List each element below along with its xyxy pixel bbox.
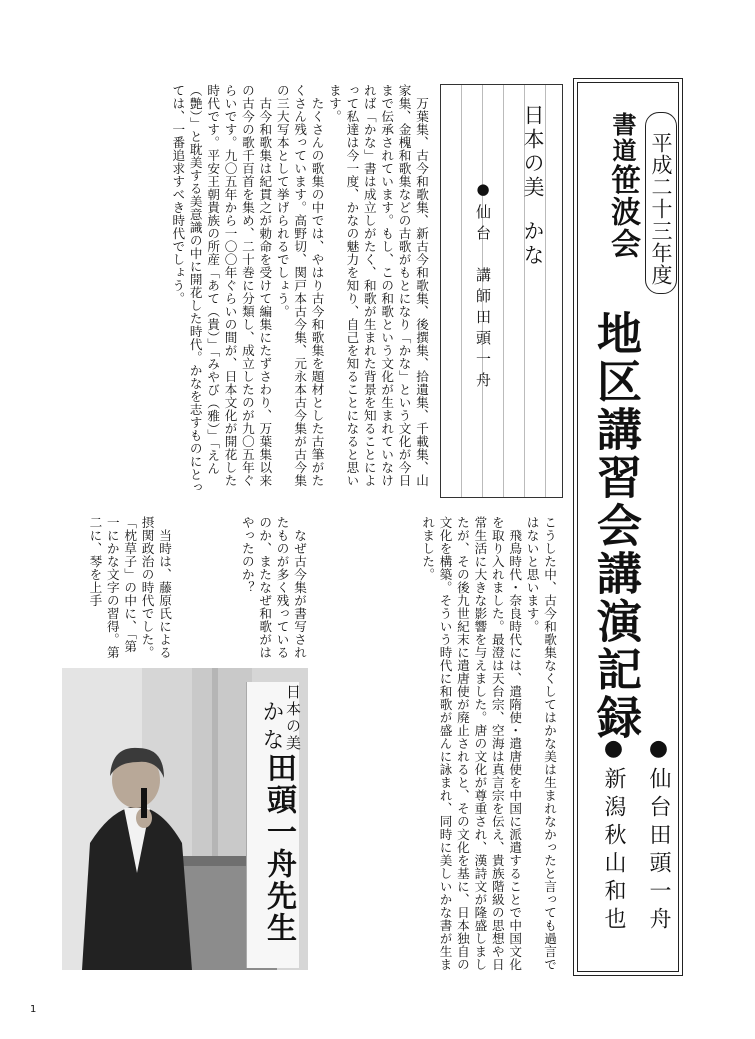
organization-name <box>600 112 644 260</box>
lower-mid-text <box>183 516 308 661</box>
paragraph: 飛鳥時代・奈良時代には、遣隋使・遣唐使を中国に派遣することで中国文化を取り入れました。最澄は天台宗、空海は真言宗を伝え、貴族階級の思想や日常生活に大きな影響を与えました。唐の文化が尊重され、漢詩文が隆盛しましたが、その後九世紀末に遣唐使が廃止されると、その文化を基に、日本独自の文化を構築。そういう時代に和歌が盛んに詠まれ、同時に美しいかな書が生まれました。 <box>420 516 523 971</box>
page-number: 1 <box>30 1004 37 1015</box>
paragraph: たくさんの歌集の中では、やはり古今和歌集を題材とした古筆がたくさん残っています。高野切、関戸本古今集、元永本古今集が古今集の三大写本として挙げられるでしょう。 <box>274 84 325 487</box>
banner-subtitle: 日本の美 <box>284 684 302 752</box>
paragraph: 古今和歌集は紀貫之が勅命を受けて編集にたずさわり、万葉集以来の古今の歌千百首を集め、二十巻に分類し、成立したのが九〇五年ぐらいです。九〇五年から一〇〇年ぐらいの間が、日本文化が開花した時代です。平安王朝貴族の所産「あて（貴）」「みやび（雅）」「えん（艶）」と耽美する美意識の中に開花した時代。かなを志すものにとっては、一番追求すべき時代でしょう。 <box>170 84 273 494</box>
lower-left-text <box>70 516 173 661</box>
banner-name: 田頭一舟先生 <box>261 752 296 944</box>
upper-body-text <box>90 84 430 498</box>
year-badge <box>645 112 677 294</box>
paragraph: 万葉集、古今和歌集、新古今和歌集、後撰集、拾遺集、千載集、山家集、金槐和歌集などの古歌がもとになり「かな」という文化が今日まで伝承されています。もし、この和歌という文化が生まれていなければ「かな」書は成立しがたく、和歌が生まれた背景を知ることによって私達は今一度、かなの魅力を知り、自己を知ることになると思います。 <box>326 84 429 487</box>
talk-title-b: かな <box>521 220 545 268</box>
banner-kana: かな <box>259 700 284 756</box>
org-name-text: 笹波会 <box>605 164 640 260</box>
org-prefix: 書道 <box>608 112 637 164</box>
talk-speaker: ●仙台 講師田頭一舟 <box>474 180 492 393</box>
main-title: 地区講習会講演記録 <box>589 310 642 742</box>
talk-title <box>518 104 548 268</box>
lecturer-2: ●新潟秋山和也 <box>601 736 626 935</box>
paragraph: なぜ古今集が書写されたものが多く残っているのか、またなぜ和歌がはやったのか？ <box>239 516 307 659</box>
talk-title-a: 日本の美 <box>521 104 545 200</box>
paragraph: 当時は、藤原氏による摂関政治の時代でした。「枕草子」の中に、「第一にかな文字の習得。第二に、琴を上手 <box>87 516 172 659</box>
year-text: 平成二十三年度 <box>649 132 673 286</box>
lecturer-1: ●仙台田頭一舟 <box>646 736 671 935</box>
lower-right-text <box>318 516 558 976</box>
paragraph: こうした中、古今和歌集なくしてはかな美は生まれなかったと言っても過言ではないと思います。 <box>524 516 557 971</box>
